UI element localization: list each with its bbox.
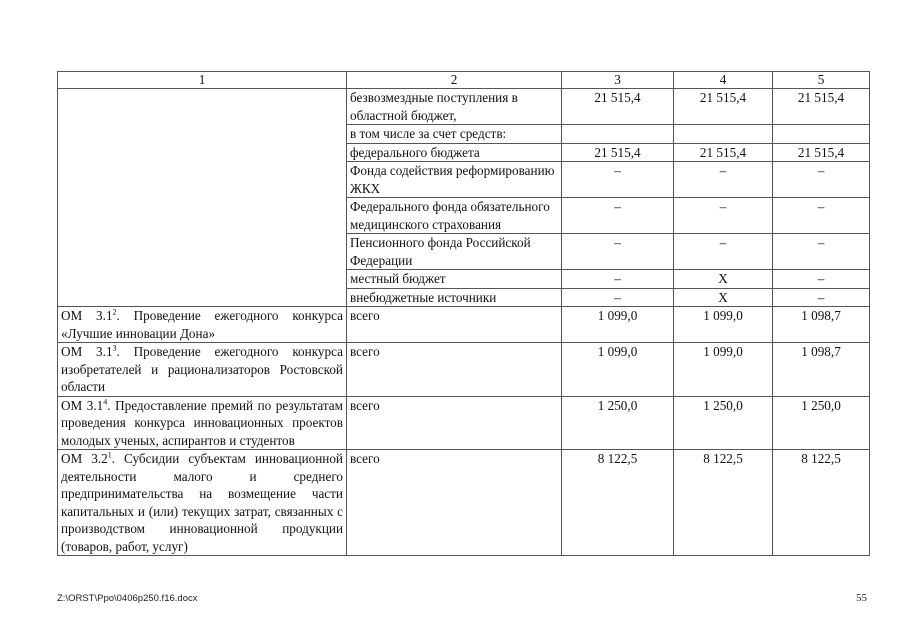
- table-row: [58, 343, 870, 397]
- header-cell: 1: [58, 72, 347, 89]
- measure-code: ОМ 3.1: [61, 397, 104, 413]
- measure-title-cell: [58, 307, 347, 343]
- value-cell: 8 122,5: [674, 450, 773, 556]
- value-cell: –: [773, 198, 870, 234]
- value-cell: 8 122,5: [773, 450, 870, 556]
- header-cell: 4: [674, 72, 773, 89]
- value-cell: –: [773, 270, 870, 289]
- value-cell: –: [562, 198, 674, 234]
- source-cell: всего: [347, 450, 562, 556]
- value-cell: –: [674, 162, 773, 198]
- table-row: [58, 89, 870, 125]
- value-cell: –: [674, 234, 773, 270]
- measure-text: . Субсидии субъектам инновационной деятельности малого и среднего предпринимательства на возмещение части капитальных и (или) текущих затрат, связанных с производством инновационной продукции (товаров, работ, услуг): [61, 451, 343, 554]
- source-cell: местный бюджет: [347, 270, 562, 289]
- source-cell: всего: [347, 396, 562, 450]
- value-cell: [674, 125, 773, 144]
- value-cell: –: [562, 270, 674, 289]
- measure-text: . Проведение ежегодного конкурса изобретателей и рационализаторов Ростовской области: [61, 344, 343, 394]
- value-cell: 8 122,5: [562, 450, 674, 556]
- header-cell: 5: [773, 72, 870, 89]
- measure-code: ОМ 3.2: [61, 451, 108, 466]
- table-row: [58, 450, 870, 556]
- measure-title-cell: [58, 343, 347, 397]
- source-cell: федерального бюджета: [347, 143, 562, 162]
- source-cell: Пенсионного фонда Российской Федерации: [347, 234, 562, 270]
- value-cell: 1 099,0: [674, 343, 773, 397]
- value-cell: 1 098,7: [773, 343, 870, 397]
- table-header-row: [58, 72, 870, 89]
- value-cell: 21 515,4: [562, 89, 674, 125]
- table-row: [58, 307, 870, 343]
- source-cell: всего: [347, 307, 562, 343]
- measure-text: . Проведение ежегодного конкурса «Лучшие инновации Дона»: [61, 308, 343, 341]
- value-cell: 1 250,0: [562, 396, 674, 450]
- table-row: [58, 396, 870, 450]
- source-cell: внебюджетные источники: [347, 288, 562, 307]
- page-number: 55: [856, 592, 867, 604]
- measure-title-cell: [58, 450, 347, 556]
- value-cell: 1 099,0: [562, 307, 674, 343]
- value-cell: Х: [674, 288, 773, 307]
- value-cell: 21 515,4: [674, 89, 773, 125]
- value-cell: –: [562, 288, 674, 307]
- header-cell: 3: [562, 72, 674, 89]
- source-cell: безвозмездные поступления в областной бюджет,: [347, 89, 562, 125]
- value-cell: –: [773, 162, 870, 198]
- value-cell: –: [773, 234, 870, 270]
- header-cell: 2: [347, 72, 562, 89]
- value-cell: 1 250,0: [773, 396, 870, 450]
- source-cell: всего: [347, 343, 562, 397]
- row-title-cell: [58, 89, 347, 307]
- value-cell: 21 515,4: [674, 143, 773, 162]
- source-cell: в том числе за счет средств:: [347, 125, 562, 144]
- source-cell: Фонда содействия реформированию ЖКХ: [347, 162, 562, 198]
- value-cell: –: [674, 198, 773, 234]
- value-cell: –: [773, 288, 870, 307]
- value-cell: [773, 125, 870, 144]
- value-cell: –: [562, 234, 674, 270]
- value-cell: 21 515,4: [773, 89, 870, 125]
- measure-code: ОМ 3.1: [61, 344, 113, 359]
- measure-footnote-mark: 1: [107, 450, 112, 460]
- budget-table: [57, 71, 870, 556]
- value-cell: 21 515,4: [773, 143, 870, 162]
- value-cell: 1 099,0: [674, 307, 773, 343]
- measure-code: ОМ 3.1: [61, 308, 113, 323]
- value-cell: [562, 125, 674, 144]
- document-path: Z:\ORST\Ppo\0406p250.f16.docx: [57, 593, 198, 604]
- source-cell: Федерального фонда обязательного медицинского страхования: [347, 198, 562, 234]
- value-cell: 1 250,0: [674, 396, 773, 450]
- value-cell: 21 515,4: [562, 143, 674, 162]
- measure-footnote-mark: 3: [112, 343, 117, 353]
- measure-footnote-mark: 4: [103, 397, 108, 407]
- measure-title-cell: [58, 396, 347, 450]
- measure-footnote-mark: 2: [112, 307, 117, 317]
- measure-text: . Предоставление премий по результатам проведения конкурса инновационных проектов молодых ученых, аспирантов и студентов: [61, 397, 343, 448]
- value-cell: –: [562, 162, 674, 198]
- value-cell: 1 099,0: [562, 343, 674, 397]
- value-cell: 1 098,7: [773, 307, 870, 343]
- value-cell: Х: [674, 270, 773, 289]
